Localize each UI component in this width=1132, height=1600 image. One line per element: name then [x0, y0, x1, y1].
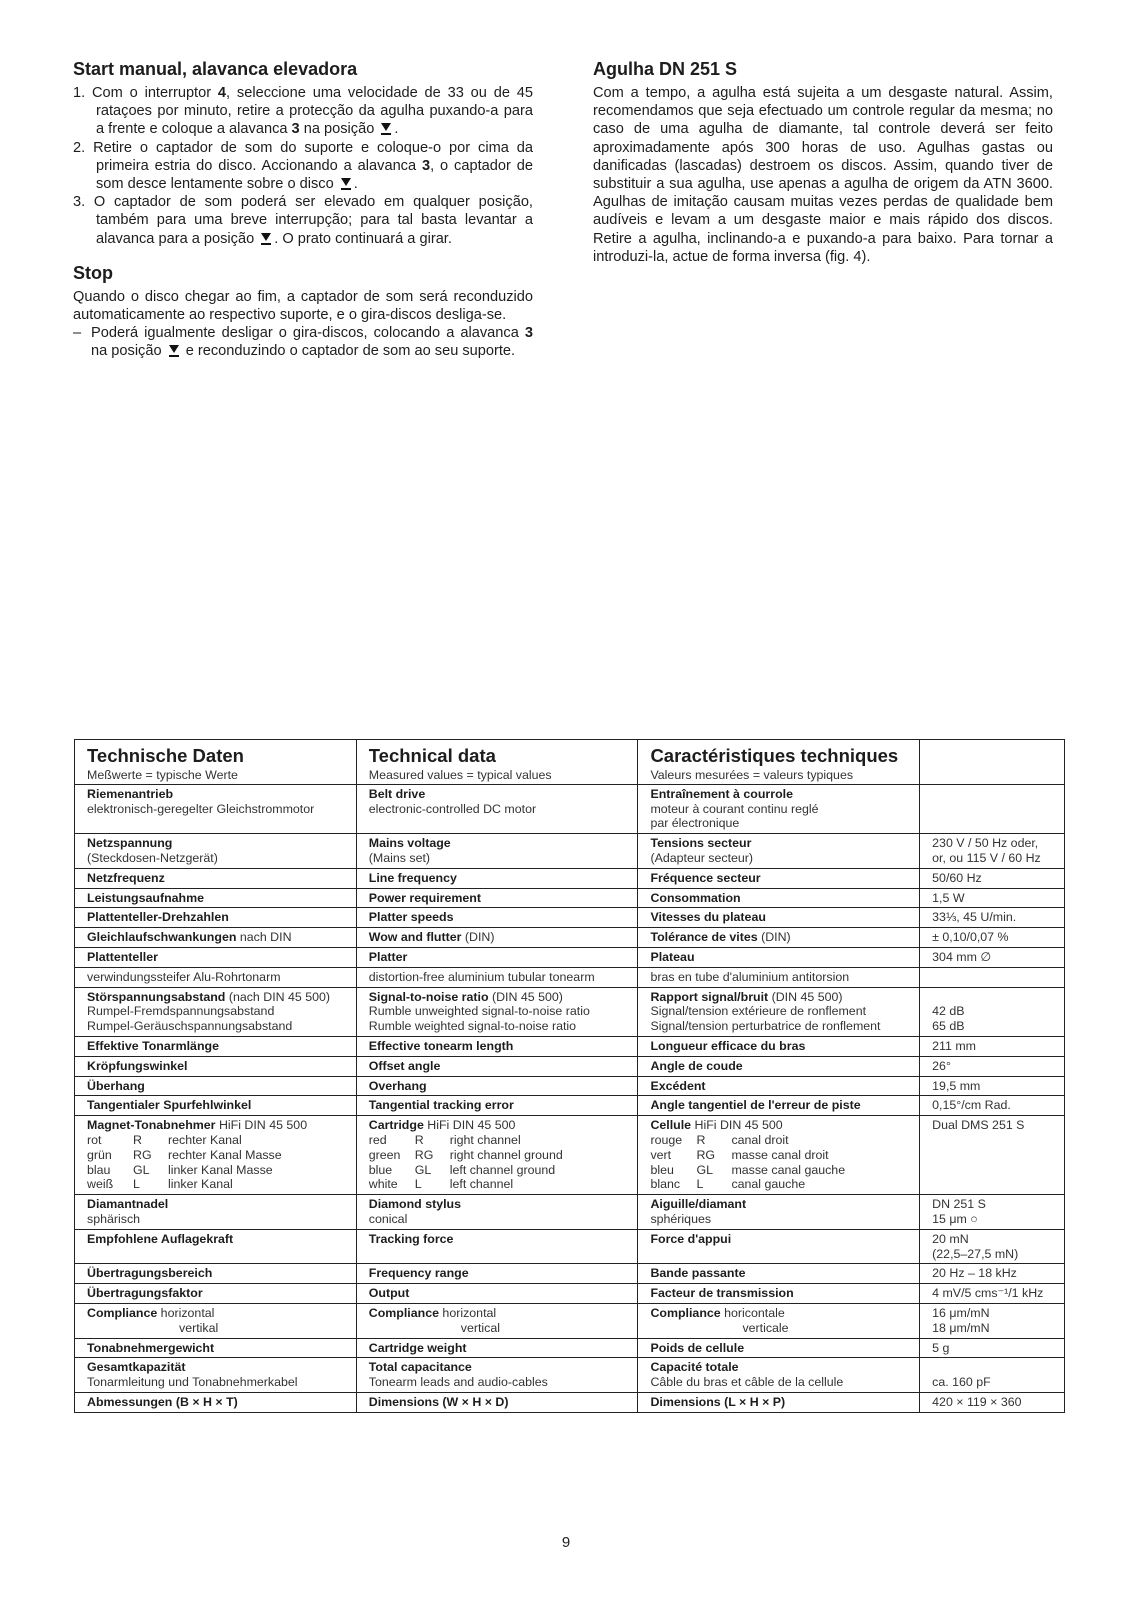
table-row: Riemenantrieb elektronisch-geregelter Gleichstrommotor Belt drive electronic-controlled DC motor Entraînement à courrole moteur à courant continu reglé par électronique — [75, 784, 1065, 833]
lever-down-icon — [380, 122, 392, 135]
table-row: Compliance horizontal vertikal Compliance horizontal vertical Compliance horicontale verticale 16 μm/mN 18 μm/mN — [75, 1303, 1065, 1338]
table-row: Kröpfungswinkel Offset angle Angle de coude 26° — [75, 1056, 1065, 1076]
table-row: Diamantnadel sphärisch Diamond stylus conical Aiguille/diamant sphériques DN 251 S 15 μm ○ — [75, 1195, 1065, 1230]
table-row: Magnet-Tonabnehmer HiFi DIN 45 500 rot R rechter Kanal grün RG rechter Kanal Masse blau GL linker Kanal Masse weiß L linker Kanal Cartridge HiFi DIN 45 500 red R right channel green RG right channel ground blue GL left channel ground white L left channel Cellule HiFi DIN 45 500 rouge R canal droit vert RG masse canal droit bleu GL masse canal gauche blanc L canal gauche Dual DMS 251 S — [75, 1116, 1065, 1195]
table-subheader: Meßwerte = typische Werte Measured values = typical values Valeurs mesurées = valeurs typiques — [75, 768, 1065, 784]
table-row: Tangentialer Spurfehlwinkel Tangential tracking error Angle tangentiel de l'erreur de piste 0,15°/cm Rad. — [75, 1096, 1065, 1116]
table-row: Leistungsaufnahme Power requirement Consommation 1,5 W — [75, 888, 1065, 908]
technical-data-table — [74, 739, 1065, 1413]
table-row: Gleichlaufschwankungen nach DIN Wow and flutter (DIN) Tolérance de vites (DIN) ± 0,10/0,07 % — [75, 928, 1065, 948]
table-header: Technische Daten Technical data Caractéristiques techniques — [75, 740, 1065, 769]
table-row: Übertragungsfaktor Output Facteur de transmission 4 mV/5 cms⁻¹/1 kHz — [75, 1284, 1065, 1304]
right-column — [593, 58, 1053, 266]
stop-text: Quando o disco chegar ao fim, a captador de som será reconduzido automaticamente ao respectivo suporte, e o gira-discos desliga-se. — [73, 288, 533, 324]
table-row: Überhang Overhang Excédent 19,5 mm — [75, 1076, 1065, 1096]
stop-bullet: – Poderá igualmente desligar o gira-discos, colocando a alavanca 3 na posição e reconduzindo o captador de som ao seu suporte. — [73, 325, 533, 360]
list-item: 3. O captador de som poderá ser elevado em qualquer posição, também para uma breve interrupção; para tal basta levantar a alavanca para a posição . O prato continuará a girar. — [73, 194, 533, 247]
lever-down-icon — [340, 177, 352, 190]
table-row: Übertragungsbereich Frequency range Bande passante 20 Hz – 18 kHz — [75, 1264, 1065, 1284]
lever-down-icon — [168, 344, 180, 357]
table-row: Netzspannung (Steckdosen-Netzgerät) Mains voltage (Mains set) Tensions secteur (Adapteur secteur) 230 V / 50 Hz oder, or, ou 115 V / 60 Hz — [75, 834, 1065, 869]
page-number: 9 — [561, 1534, 571, 1551]
table-row: Effektive Tonarmlänge Effective tonearm length Longueur efficace du bras 211 mm — [75, 1036, 1065, 1056]
list-item: 2. Retire o captador de som do suporte e coloque-o por cima da primeira estria do disco. Accionando a alavanca 3, o captador de som desce lentamente sobre o disco . — [73, 139, 533, 193]
section-heading-stop: Stop — [73, 262, 113, 283]
table-row: Abmessungen (B × H × T) Dimensions (W × H × D) Dimensions (L × H × P) 420 × 119 × 360 — [75, 1392, 1065, 1412]
table-row: Netzfrequenz Line frequency Fréquence secteur 50/60 Hz — [75, 868, 1065, 888]
table-row: verwindungssteifer Alu-Rohrtonarm distortion-free aluminium tubular tonearm bras en tube d'aluminium antitorsion — [75, 967, 1065, 987]
table-row: Empfohlene Auflagekraft Tracking force Force d'appui 20 mN (22,5–27,5 mN) — [75, 1229, 1065, 1264]
table-row: Gesamtkapazität Tonarmleitung und Tonabnehmerkabel Total capacitance Tonearm leads and audio-cables Capacité totale Câble du bras et câble de la cellule ca. 160 pF — [75, 1358, 1065, 1393]
start-steps — [73, 84, 533, 248]
table-row: Plattenteller-Drehzahlen Platter speeds Vitesses du plateau 33⅓, 45 U/min. — [75, 908, 1065, 928]
left-column — [73, 58, 533, 361]
list-item: 1. Com o interruptor 4, seleccione uma velocidade de 33 ou de 45 rataçoes por minuto, retire a protecção da agulha puxando-a para a frente e coloque a alavanca 3 na posição . — [73, 85, 533, 138]
needle-text: Com a tempo, a agulha está sujeita a um desgaste natural. Assim, recomendamos que seja efectuado um controle regular da mesma; no caso de uma agulha de diamante, tal controle deverá ser feito aproximadamente após 300 horas de uso. Agulhas gastas ou danificadas (lascadas) destroem os discos. Assim, quando tiver de substituir a sua agulha, use apenas a agulha de origem da ATN 3600. Agulhas de imitação causam muitas vezes perdas de qualidade bem audíveis e levam a um desgaste maior e mais rápido dos discos. Retire a agulha, inclinando-a e puxando-a para baixo. Para tornar a introduzi-la, actue de forma inversa (fig. 4). — [593, 85, 1053, 265]
lever-down-icon — [260, 232, 272, 245]
section-heading-start: Start manual, alavanca elevadora — [73, 59, 358, 79]
table-row: Störspannungsabstand (nach DIN 45 500) Rumpel-Fremdspannungsabstand Rumpel-Geräuschspannungsabstand Signal-to-noise ratio (DIN 45 500) Rumble unweighted signal-to-noise ratio Rumble weighted signal-to-noise ratio Rapport signal/bruit (DIN 45 500) Signal/tension extérieure de ronflement Signal/tension perturbatrice de ronflement 42 dB 65 dB — [75, 987, 1065, 1036]
table-row: Tonabnehmergewicht Cartridge weight Poids de cellule 5 g — [75, 1338, 1065, 1358]
section-heading-needle: Agulha DN 251 S — [593, 59, 738, 79]
table-row: Plattenteller Platter Plateau 304 mm ∅ — [75, 947, 1065, 967]
